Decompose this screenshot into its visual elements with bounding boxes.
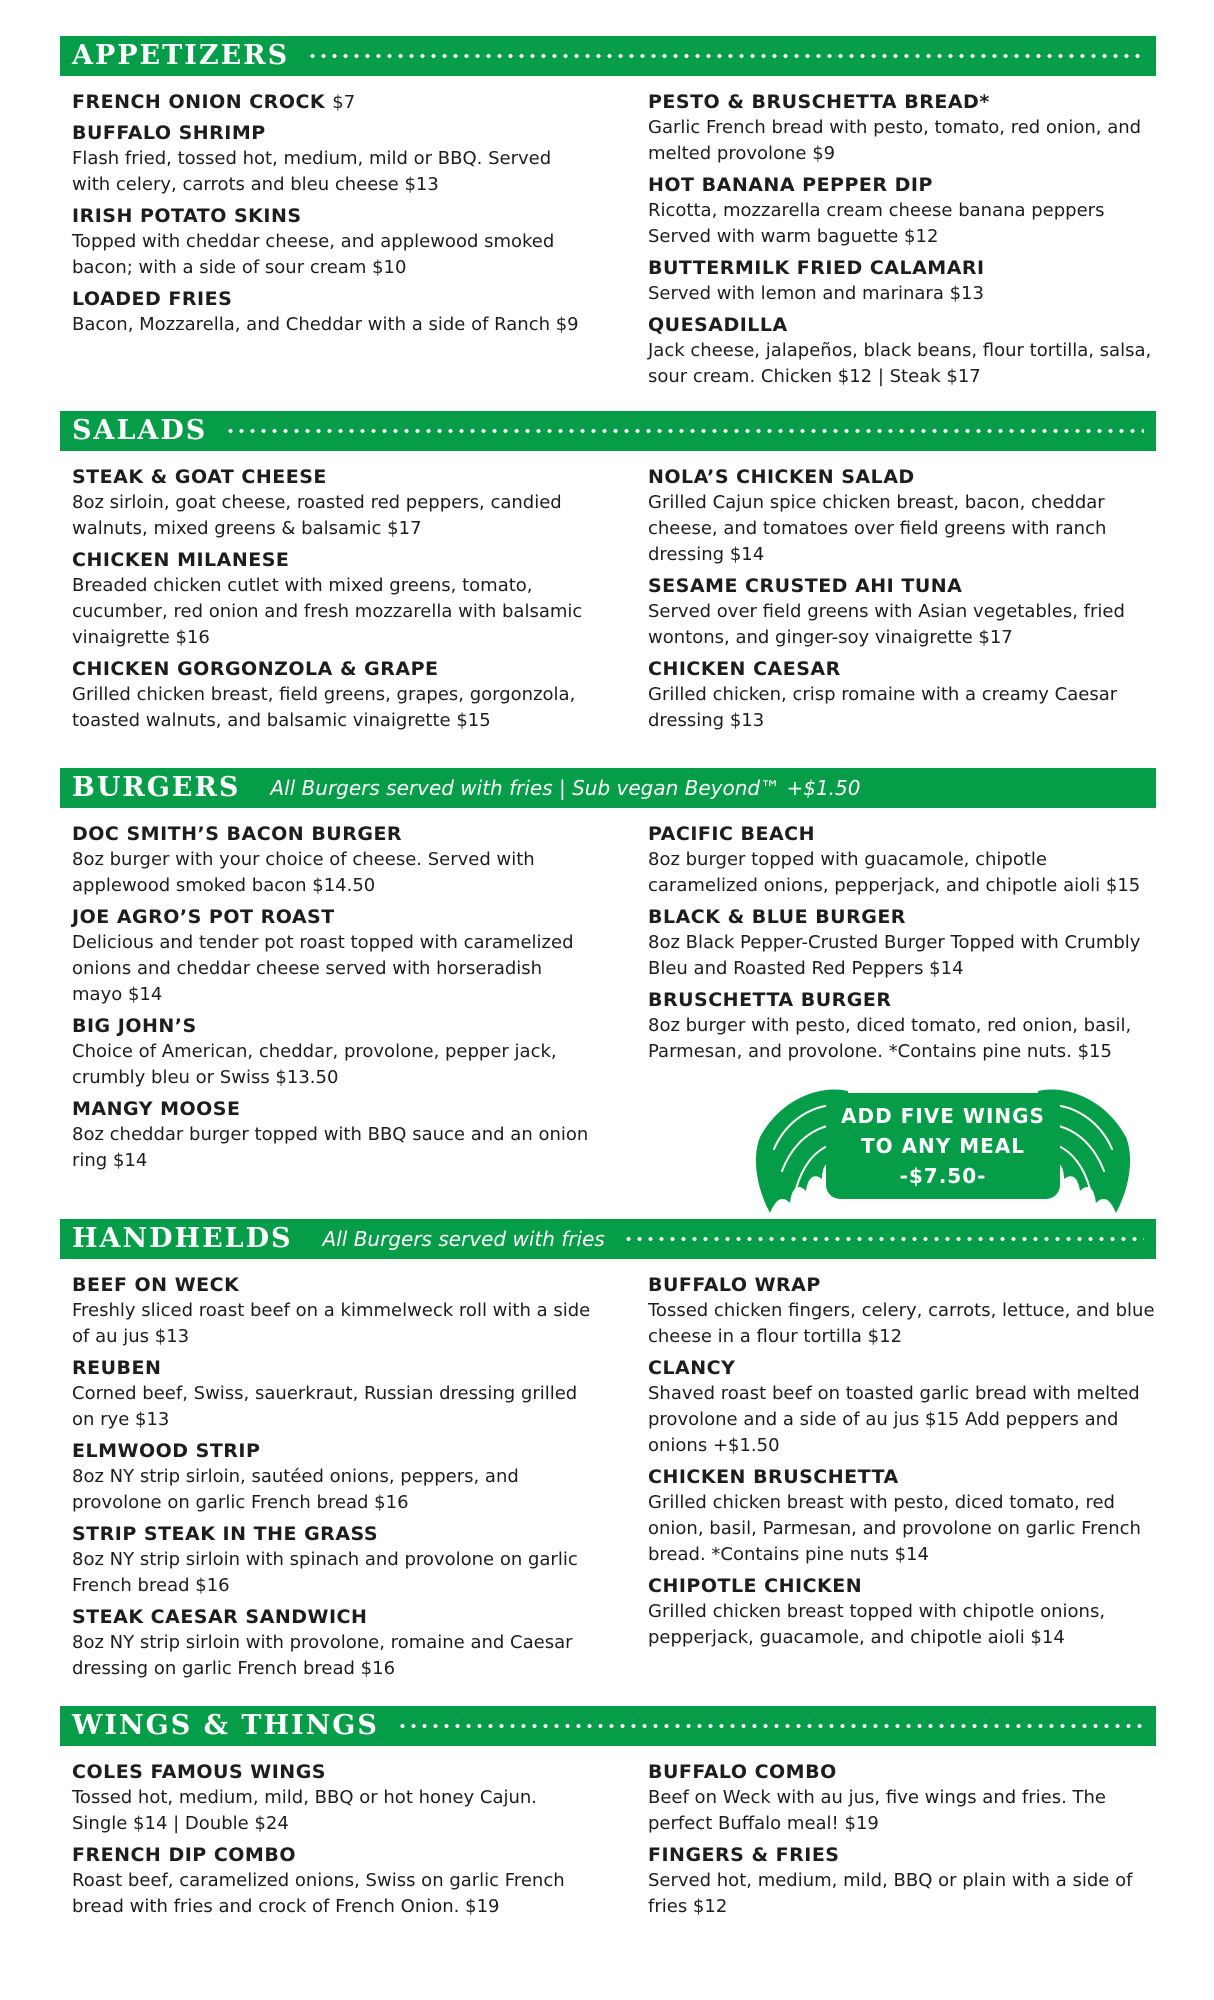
column-right — [648, 822, 1158, 1071]
menu-item-title: IRISH POTATO SKINS — [72, 205, 302, 227]
menu-item-price: $7 — [332, 92, 356, 113]
menu-item-description: 8oz burger with pesto, diced tomato, red onion, basil, Parmesan, and provolone. *Contains pine nuts. $15 — [648, 1015, 1132, 1062]
menu-item-name — [72, 905, 592, 930]
menu-item — [72, 1097, 592, 1174]
menu-item — [72, 90, 592, 115]
section-title: APPETIZERS — [72, 40, 290, 71]
column-left — [72, 1273, 592, 1688]
menu-item-description: Served hot, medium, mild, BBQ or plain with a side of fries $12 — [648, 1870, 1133, 1917]
menu-item-description: Corned beef, Swiss, sauerkraut, Russian dressing grilled on rye $13 — [72, 1383, 578, 1430]
section-title: WINGS & THINGS — [72, 1710, 379, 1741]
section-title: HANDHELDS — [72, 1223, 293, 1254]
menu-item-name — [648, 1843, 1158, 1868]
dot-leader — [307, 54, 1144, 58]
menu-item — [648, 1356, 1158, 1459]
menu-item-title: BIG JOHN’S — [72, 1015, 197, 1037]
menu-item-description: Shaved roast beef on toasted garlic bread with melted provolone and a side of au jus $15 Add peppers and onions +$1.50 — [648, 1383, 1140, 1456]
menu-item-title: BEEF ON WECK — [72, 1274, 240, 1296]
menu-item-title: FINGERS & FRIES — [648, 1844, 840, 1866]
menu-item — [72, 1439, 592, 1516]
menu-item-name — [72, 1605, 592, 1630]
menu-item-name — [72, 465, 592, 490]
menu-item — [72, 287, 592, 338]
menu-item-description: Tossed hot, medium, mild, BBQ or hot honey Cajun. Single $14 | Double $24 — [72, 1787, 538, 1834]
menu-item — [72, 1843, 592, 1920]
section-title: SALADS — [72, 415, 208, 446]
menu-item-name — [72, 1843, 592, 1868]
menu-item — [72, 1605, 592, 1682]
menu-item-name — [72, 548, 592, 573]
menu-item-description: Delicious and tender pot roast topped with caramelized onions and cheddar cheese served with horseradish mayo $14 — [72, 932, 574, 1005]
menu-item — [72, 465, 592, 542]
section-header-salads — [60, 411, 1156, 451]
menu-item-description: Choice of American, cheddar, provolone, pepper jack, crumbly bleu or Swiss $13.50 — [72, 1041, 557, 1088]
menu-item-title: BUFFALO COMBO — [648, 1761, 837, 1783]
dot-leader — [225, 429, 1144, 433]
menu-item-name — [72, 1522, 592, 1547]
menu-item-title: CHICKEN CAESAR — [648, 658, 841, 680]
section-header-wings-things — [60, 1706, 1156, 1746]
menu-item — [72, 1356, 592, 1433]
menu-item-title: CHICKEN MILANESE — [72, 549, 290, 571]
menu-item-title: QUESADILLA — [648, 314, 788, 336]
menu-item-description: Served with lemon and marinara $13 — [648, 283, 984, 304]
menu-item-name — [648, 1465, 1158, 1490]
menu-item-title: STRIP STEAK IN THE GRASS — [72, 1523, 379, 1545]
menu-item-description: 8oz sirloin, goat cheese, roasted red peppers, candied walnuts, mixed greens & balsamic $17 — [72, 492, 562, 539]
menu-item-name — [72, 657, 592, 682]
menu-item-name — [72, 1439, 592, 1464]
menu-item — [72, 822, 592, 899]
menu-item-name — [648, 90, 1158, 115]
menu-item-description: 8oz NY strip sirloin, sautéed onions, peppers, and provolone on garlic French bread $16 — [72, 1466, 519, 1513]
menu-item-name — [648, 1356, 1158, 1381]
menu-item — [648, 465, 1158, 568]
menu-item-name — [72, 1014, 592, 1039]
menu-item-name — [72, 121, 592, 146]
section-header-appetizers — [60, 36, 1156, 76]
menu-item-name — [72, 287, 592, 312]
wings-offer-price: -$7.50- — [899, 1164, 987, 1188]
menu-item-description: Beef on Weck with au jus, five wings and fries. The perfect Buffalo meal! $19 — [648, 1787, 1106, 1834]
menu-item-title: BLACK & BLUE BURGER — [648, 906, 906, 928]
menu-item-name — [648, 313, 1158, 338]
menu-item-description: 8oz Black Pepper-Crusted Burger Topped with Crumbly Bleu and Roasted Red Peppers $14 — [648, 932, 1141, 979]
menu-item — [648, 657, 1158, 734]
menu-item-name — [648, 1760, 1158, 1785]
menu-item-title: PACIFIC BEACH — [648, 823, 816, 845]
menu-item — [72, 1522, 592, 1599]
menu-item-description: 8oz NY strip sirloin with spinach and provolone on garlic French bread $16 — [72, 1549, 578, 1596]
menu-item — [648, 1574, 1158, 1651]
menu-item-description: Served over field greens with Asian vegetables, fried wontons, and ginger-soy vinaigrette $17 — [648, 601, 1125, 648]
menu-item-name — [72, 1273, 592, 1298]
menu-item-name — [648, 822, 1158, 847]
menu-item-name — [648, 465, 1158, 490]
menu-item-name — [648, 256, 1158, 281]
menu-item-description: Flash fried, tossed hot, medium, mild or BBQ. Served with celery, carrots and bleu cheese $13 — [72, 148, 552, 195]
menu-item — [648, 256, 1158, 307]
section-note: All Burgers served with fries | Sub vegan Beyond™ +$1.50 — [270, 776, 861, 800]
menu-item-name — [72, 1356, 592, 1381]
menu-item-title: CHICKEN BRUSCHETTA — [648, 1466, 899, 1488]
menu-item-description: Grilled chicken breast, field greens, grapes, gorgonzola, toasted walnuts, and balsamic vinaigrette $15 — [72, 684, 576, 731]
menu-item-title: STEAK & GOAT CHEESE — [72, 466, 327, 488]
menu-item-description: Freshly sliced roast beef on a kimmelweck roll with a side of au jus $13 — [72, 1300, 591, 1347]
menu-item-description: 8oz burger with your choice of cheese. Served with applewood smoked bacon $14.50 — [72, 849, 535, 896]
column-left — [72, 822, 592, 1180]
menu-item-description: Grilled chicken breast topped with chipotle onions, pepperjack, guacamole, and chipotle aioli $14 — [648, 1601, 1106, 1648]
menu-item-description: Tossed chicken fingers, celery, carrots, lettuce, and blue cheese in a flour tortilla $12 — [648, 1300, 1155, 1347]
column-left — [72, 90, 592, 344]
menu-item-description: 8oz cheddar burger topped with BBQ sauce and an onion ring $14 — [72, 1124, 589, 1171]
wings-offer-line: TO ANY MEAL — [860, 1134, 1026, 1158]
menu-item — [648, 173, 1158, 250]
menu-item-title: REUBEN — [72, 1357, 162, 1379]
menu-item-name — [72, 1097, 592, 1122]
menu-item-title: HOT BANANA PEPPER DIP — [648, 174, 933, 196]
column-left — [72, 465, 592, 740]
menu-item-title: ELMWOOD STRIP — [72, 1440, 261, 1462]
menu-item-name — [648, 905, 1158, 930]
menu-item-name — [648, 988, 1158, 1013]
column-left — [72, 1760, 592, 1926]
menu-item-title: SESAME CRUSTED AHI TUNA — [648, 575, 963, 597]
menu-item — [72, 657, 592, 734]
menu-item-description: Jack cheese, jalapeños, black beans, flour tortilla, salsa, sour cream. Chicken $12 | Steak $17 — [648, 340, 1152, 387]
menu-item-description: Grilled Cajun spice chicken breast, bacon, cheddar cheese, and tomatoes over field greens with ranch dressing $14 — [648, 492, 1107, 565]
menu-item-title: CLANCY — [648, 1357, 736, 1379]
menu-item-description: Topped with cheddar cheese, and applewood smoked bacon; with a side of sour cream $10 — [72, 231, 555, 278]
menu-item-name — [648, 574, 1158, 599]
menu-item-title: JOE AGRO’S POT ROAST — [72, 906, 335, 928]
column-right — [648, 465, 1158, 740]
menu-item — [648, 905, 1158, 982]
menu-item — [72, 548, 592, 651]
menu-item-description: 8oz burger topped with guacamole, chipotle caramelized onions, pepperjack, and chipotle aioli $15 — [648, 849, 1141, 896]
section-appetizers — [60, 36, 1156, 387]
column-right — [648, 1273, 1158, 1657]
menu-item-description: Ricotta, mozzarella cream cheese banana peppers Served with warm baguette $12 — [648, 200, 1105, 247]
wings-offer-line: ADD FIVE WINGS — [841, 1104, 1045, 1128]
menu-item — [648, 90, 1158, 167]
section-header-burgers — [60, 768, 1156, 808]
menu-item-name — [648, 1574, 1158, 1599]
menu-item-description: 8oz NY strip sirloin with provolone, romaine and Caesar dressing on garlic French bread $16 — [72, 1632, 573, 1679]
menu-item-title: BRUSCHETTA BURGER — [648, 989, 892, 1011]
menu-item-title: CHICKEN GORGONZOLA & GRAPE — [72, 658, 439, 680]
section-title: BURGERS — [72, 772, 241, 803]
menu-item-title: DOC SMITH’S BACON BURGER — [72, 823, 403, 845]
column-right — [648, 90, 1158, 396]
menu-item-title: BUTTERMILK FRIED CALAMARI — [648, 257, 985, 279]
menu-item-description: Bacon, Mozzarella, and Cheddar with a side of Ranch $9 — [72, 314, 579, 335]
menu-item-name — [72, 1760, 592, 1785]
menu-item-name — [72, 822, 592, 847]
section-wings-things — [60, 1706, 1156, 1917]
section-header-handhelds — [60, 1219, 1156, 1259]
menu-item — [72, 1014, 592, 1091]
menu-item-title: CHIPOTLE CHICKEN — [648, 1575, 863, 1597]
wings-offer-label — [826, 1093, 1060, 1199]
menu-item — [648, 1465, 1158, 1568]
menu-item-name — [72, 204, 592, 229]
menu-item — [648, 822, 1158, 899]
menu-item-description: Garlic French bread with pesto, tomato, red onion, and melted provolone $9 — [648, 117, 1142, 164]
menu-item — [72, 905, 592, 1008]
menu-item-title: COLES FAMOUS WINGS — [72, 1761, 326, 1783]
menu-item-description: Grilled chicken, crisp romaine with a creamy Caesar dressing $13 — [648, 684, 1118, 731]
section-handhelds — [60, 1219, 1156, 1679]
dot-leader — [623, 1237, 1144, 1241]
menu-item-title: FRENCH ONION CROCK — [72, 91, 326, 113]
menu-item-name — [648, 657, 1158, 682]
column-right — [648, 1760, 1158, 1926]
menu-item-description: Grilled chicken breast with pesto, diced tomato, red onion, basil, Parmesan, and provolone on garlic French bread. *Contains pine nuts $14 — [648, 1492, 1141, 1565]
menu-item-name — [648, 173, 1158, 198]
dot-leader — [397, 1724, 1144, 1728]
menu-item-title: BUFFALO WRAP — [648, 1274, 821, 1296]
menu-item-title: LOADED FRIES — [72, 288, 233, 310]
menu-item-title: FRENCH DIP COMBO — [72, 1844, 296, 1866]
menu-item — [72, 121, 592, 198]
menu-item — [648, 1760, 1158, 1837]
menu-item-title: MANGY MOOSE — [72, 1098, 241, 1120]
menu-item-name — [72, 90, 592, 115]
menu-item-title: STEAK CAESAR SANDWICH — [72, 1606, 368, 1628]
add-wings-badge — [752, 1075, 1134, 1215]
menu-item-name — [648, 1273, 1158, 1298]
menu-item — [72, 1273, 592, 1350]
menu-item-description: Roast beef, caramelized onions, Swiss on garlic French bread with fries and crock of French Onion. $19 — [72, 1870, 565, 1917]
menu-item — [648, 1843, 1158, 1920]
menu-item — [72, 204, 592, 281]
menu-item — [648, 574, 1158, 651]
menu-item — [648, 313, 1158, 390]
menu-item — [72, 1760, 592, 1837]
menu-item — [648, 988, 1158, 1065]
menu-item-title: PESTO & BRUSCHETTA BREAD* — [648, 91, 990, 113]
section-note: All Burgers served with fries — [322, 1227, 605, 1251]
menu-item-title: BUFFALO SHRIMP — [72, 122, 266, 144]
menu-item — [648, 1273, 1158, 1350]
menu-item-description: Breaded chicken cutlet with mixed greens, tomato, cucumber, red onion and fresh mozzarella with balsamic vinaigrette $16 — [72, 575, 583, 648]
menu-item-title: NOLA’S CHICKEN SALAD — [648, 466, 915, 488]
section-salads — [60, 411, 1156, 731]
